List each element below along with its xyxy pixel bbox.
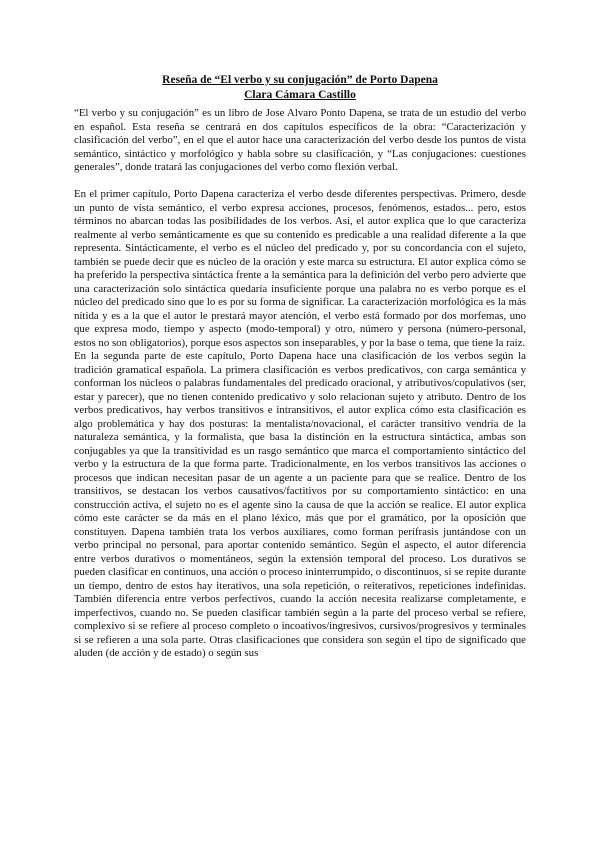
paragraph-first-chapter: En el primer capítulo, Porto Dapena caracteriza el verbo desde diferentes perspectivas. Primero, desde un punto de vista semántico, el verbo expresa acciones, procesos, fenómenos, estados... pero, estos términos no abarcan todas las posibilidades de los verbos. Así, el autor explica que lo que caracteriza realmente al verbo semánticamente es que su contenido es predicable a una realidad diferente a la que representa. Sintácticamente, el verbo es el núcleo del predicado y, por su concordancia con el sujeto, también se puede decir que es núcleo de la oración y este marca su estructura. El autor explica cómo se ha preferido la perspectiva sintáctica frente a la semántica para la definición del verbo pero advierte que una caracterización solo sintáctica quedaría insuficiente porque una palabra no es verbo porque es el núcleo del predicado sino que lo es por su forma de significar. La caracterización morfológica es la más nítida y es a la que el autor le prestará mayor atención, el verbo está formado por dos morfemas, uno que expresa modo, tiempo y aspecto (modo-temporal) y otro, número y persona (número-personal, estos no son obligatorios), porque esos aspectos son inseparables, y por la base o tema, que tiene la raíz. bbox=[74, 188, 526, 349]
body-text bbox=[74, 107, 526, 661]
paragraph-classification: En la segunda parte de este capítulo, Porto Dapena hace una clasificación de los verbos según la tradición gramatical española. La primera clasificación es verbos predicativos, con carga semántica y conforman los núcleos o palabras fundamentales del predicado oracional, y atributivos/copulativos (ser, estar y parecer), que no tienen contenido predicativo y solo relacionan sujeto y atributo. Dentro de los verbos predicativos, hay verbos transitivos e intransitivos, el autor explica cómo esta clasificación es algo problemática y hay dos posturas: la mentalista/novacional, el carácter transitivo vendría de la naturaleza semántica, y la formalista, que basa la distinción en la estructura sintáctica, ambas son conjugables ya que la transitividad es un rasgo semántico que marca el comportamiento sintáctico del verbo y la estructura de la que forma parte. Tradicionalmente, en los verbos transitivos las acciones o procesos que indican necesitan pasar de un agente a un paciente para que se realice. Dentro de los transitivos, se destacan los verbos causativos/factitivos por su comportamiento sintáctico: en una construcción activa, el sujeto no es el agente sino la causa de que la acción se realice. El autor explica cómo este carácter se da más en el plano léxico, más que por el gramático, por la oposición que constituyen. Dapena también trata los verbos auxiliares, como forman perífrasis juntándose con un verbo principal no personal, para aportar contenido semántico. Según el aspecto, el autor diferencia entre verbos durativos o momentáneos, según la extensión temporal del proceso. Los durativos se pueden clasificar en continuos, una acción o proceso ininterrumpido, o discontinuos, si se repite durante un tiempo, dentro de estos hay iterativos, una sola repetición, o reiterativos, repeticiones indefinidas. También diferencia entre verbos perfectivos, cuando la acción necesita realizarse completamente, e imperfectivos, cuando no. Se pueden clasificar también según a la parte del proceso verbal se refiere, complexivo si se refiere al proceso completo o incoativos/ingresivos, cursivos/progresivos y terminales si se refieren a una sola parte. Otras clasificaciones que considera son según el tipo de significado que aluden (de acción y de estado) o según sus bbox=[74, 350, 526, 659]
document-title bbox=[74, 73, 526, 103]
title-line: Reseña de “El verbo y su conjugación” de Porto Dapena bbox=[162, 74, 438, 86]
paragraph-intro: “El verbo y su conjugación” es un libro de Jose Alvaro Ponto Dapena, se trata de un estudio del verbo en español. Esta reseña se centrará en dos capítulos específicos de la obra: “Caracterización y clasificación del verbo”, en el que el autor hace una caracterización del verbo desde los puntos de vista semántico, sintáctico y morfológico y habla sobre su clasificación, y “Las conjugaciones: cuestiones generales”, donde tratará las conjugaciones del verbo como flexión verbal. bbox=[74, 107, 526, 173]
author-line: Clara Cámara Castillo bbox=[244, 89, 356, 101]
